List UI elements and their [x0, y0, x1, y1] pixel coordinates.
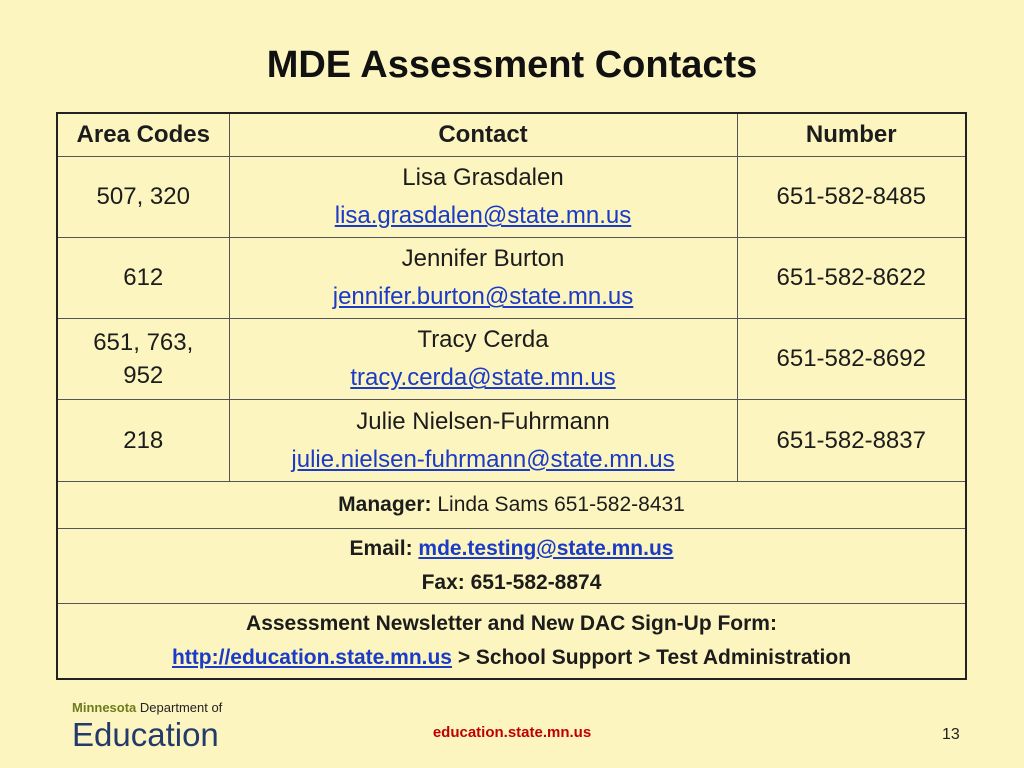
fax-line — [64, 566, 959, 600]
email-label: Email: — [349, 536, 413, 560]
area-codes-text: 651, 763, 952 — [93, 329, 194, 390]
table-row — [57, 319, 966, 400]
slide-title: MDE Assessment Contacts — [266, 44, 758, 86]
contacts-table — [56, 112, 967, 680]
fax-value: 651-582-8874 — [470, 570, 602, 594]
navigation-path: > School Support > Test Administration — [457, 645, 852, 669]
newsletter-heading: Assessment Newsletter and New DAC Sign-Up Form: — [246, 611, 777, 635]
manager-cell — [57, 481, 966, 528]
header-area-codes: Area Codes — [57, 113, 229, 157]
contact-name: Tracy Cerda — [417, 326, 549, 354]
email-fax-cell — [57, 528, 966, 603]
table-row — [57, 400, 966, 481]
table-row — [57, 238, 966, 319]
contact-email-link[interactable]: jennifer.burton@state.mn.us — [332, 283, 634, 311]
newsletter-link-line — [64, 641, 959, 675]
table-header-row — [57, 113, 966, 157]
contact-name: Lisa Grasdalen — [402, 164, 564, 192]
logo-dept-line — [72, 700, 242, 716]
manager-label: Manager: — [338, 492, 432, 516]
newsletter-cell — [57, 603, 966, 679]
page-number: 13 — [942, 726, 960, 743]
education-site-link[interactable]: http://education.state.mn.us — [171, 645, 452, 669]
phone-number-cell: 651-582-8692 — [737, 319, 966, 400]
table-row — [57, 157, 966, 238]
contact-name: Jennifer Burton — [401, 245, 565, 273]
contact-cell — [229, 238, 737, 319]
phone-number-cell: 651-582-8485 — [737, 157, 966, 238]
header-contact: Contact — [229, 113, 737, 157]
contact-cell — [229, 400, 737, 481]
logo-dept: Department of — [139, 700, 223, 715]
area-codes-cell: 507, 320 — [57, 157, 229, 238]
contact-email-link[interactable]: julie.nielsen-fuhrmann@state.mn.us — [291, 445, 675, 473]
email-fax-row — [57, 528, 966, 603]
logo-state: Minnesota — [72, 700, 137, 715]
area-codes-cell: 218 — [57, 400, 229, 481]
fax-label: Fax: — [421, 570, 465, 594]
logo-education-wordmark: Education — [72, 716, 219, 753]
testing-email-link[interactable]: mde.testing@state.mn.us — [418, 536, 674, 560]
area-codes-cell — [57, 319, 229, 400]
footer-url: education.state.mn.us — [432, 724, 592, 741]
manager-row — [57, 481, 966, 528]
contact-name: Julie Nielsen-Fuhrmann — [356, 407, 610, 435]
newsletter-row — [57, 603, 966, 679]
manager-value: Linda Sams 651-582-8431 — [437, 492, 685, 516]
phone-number-cell: 651-582-8622 — [737, 238, 966, 319]
phone-number-cell: 651-582-8837 — [737, 400, 966, 481]
contact-cell — [229, 157, 737, 238]
contact-email-link[interactable]: lisa.grasdalen@state.mn.us — [334, 202, 632, 230]
header-number: Number — [737, 113, 966, 157]
area-codes-cell: 612 — [57, 238, 229, 319]
email-line — [64, 532, 959, 566]
contact-email-link[interactable]: tracy.cerda@state.mn.us — [350, 364, 616, 392]
contact-cell — [229, 319, 737, 400]
